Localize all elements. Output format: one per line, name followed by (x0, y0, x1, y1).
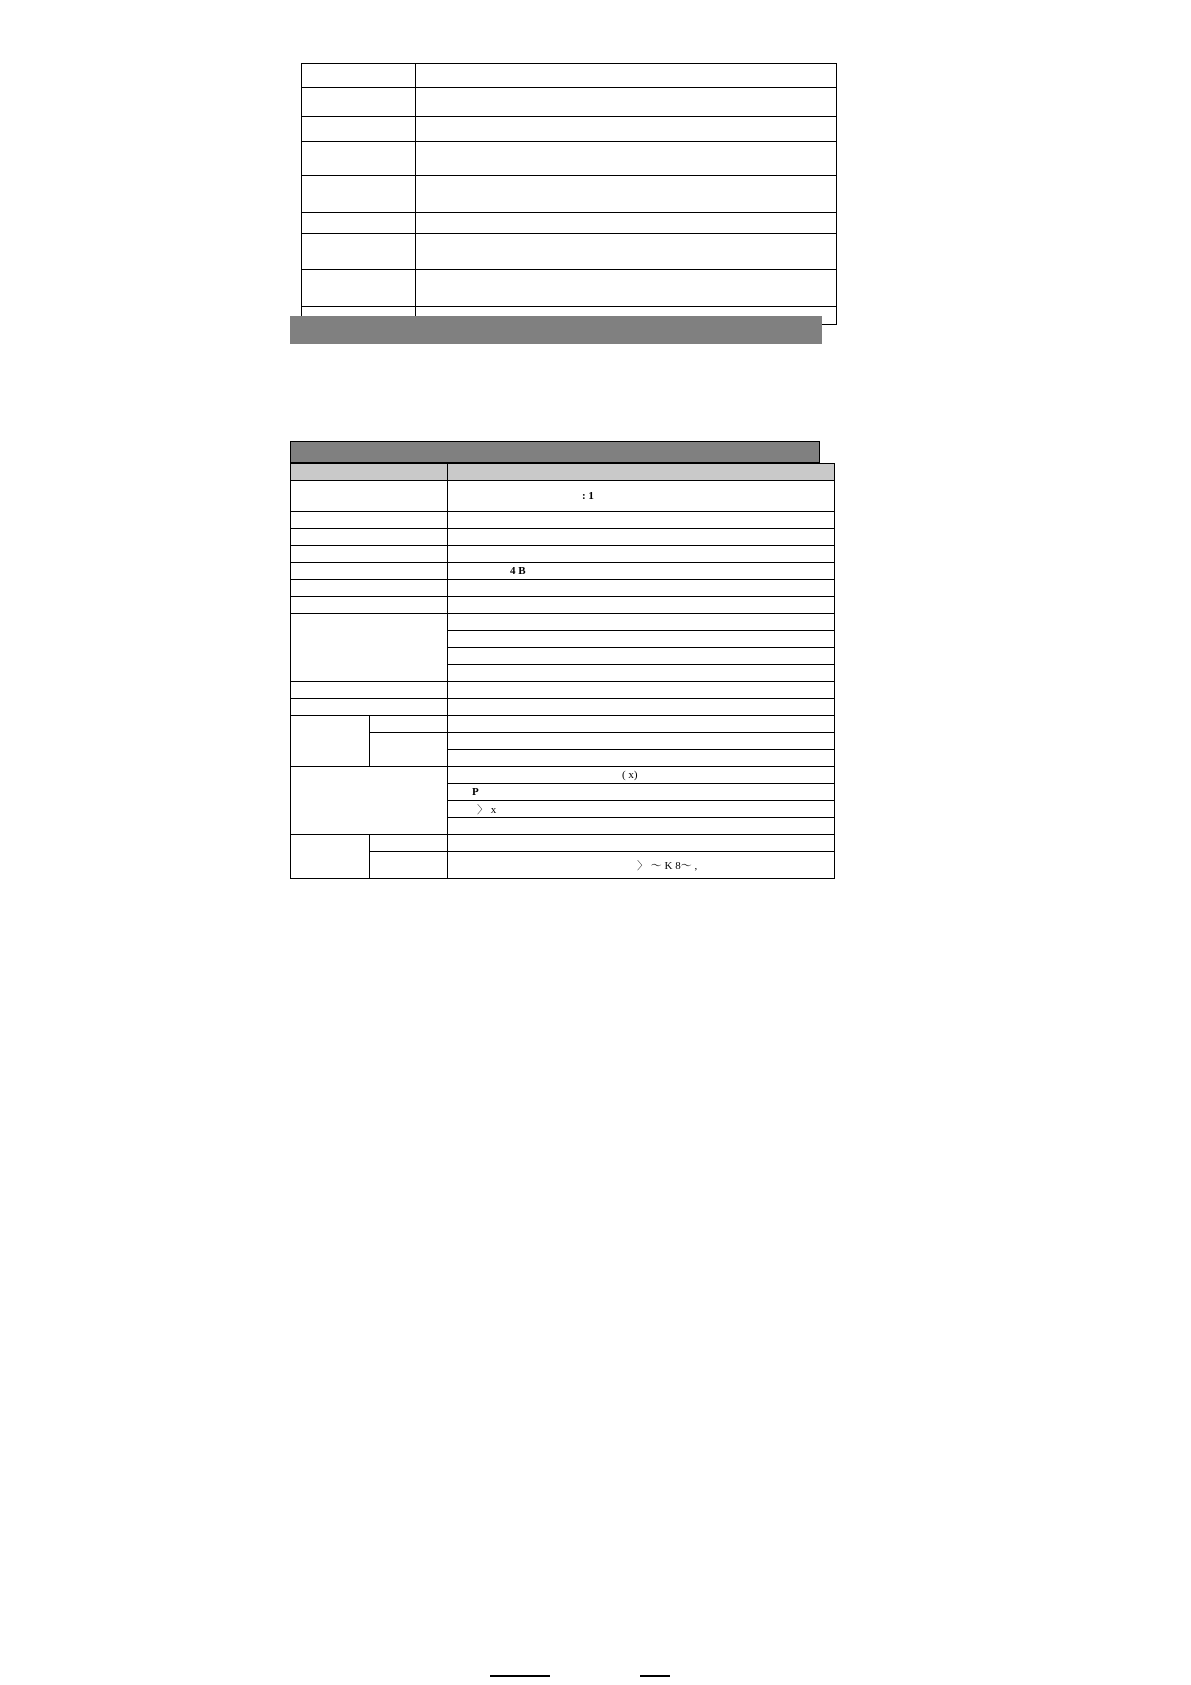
spec-row-value-text: 4 B (510, 565, 526, 577)
spec-row-value-text: P (472, 786, 479, 798)
top-table-label (302, 234, 416, 270)
footer-rule-left (490, 1675, 550, 1677)
spec-row-value (448, 733, 835, 750)
table-row (291, 852, 835, 879)
table-row (302, 176, 837, 213)
top-table-label (302, 88, 416, 117)
spec-row-label (291, 546, 448, 563)
spec-row-value (448, 699, 835, 716)
top-table-value (416, 64, 837, 88)
table-row (302, 234, 837, 270)
spec-row-value (448, 818, 835, 835)
spec-row-label (291, 580, 448, 597)
spec-row-value-text: : 1 (582, 490, 594, 502)
table-row (291, 597, 835, 614)
spec-row-value-text: ( x) (622, 769, 638, 781)
top-table-label (302, 176, 416, 213)
spec-row-label (291, 699, 448, 716)
table-row (291, 529, 835, 546)
spec-row-label (291, 529, 448, 546)
table-row (291, 512, 835, 529)
top-table-label (302, 117, 416, 142)
table-row (291, 563, 835, 580)
top-table-label (302, 64, 416, 88)
spec-row-label-merged (291, 614, 448, 682)
spec-row-value (448, 784, 835, 801)
top-table-value (416, 213, 837, 234)
spec-table-header-row (291, 464, 835, 481)
top-table-value (416, 234, 837, 270)
spec-sub-label (369, 835, 448, 852)
spec-group-label (291, 716, 370, 767)
table-row (291, 767, 835, 784)
spec-row-label (291, 563, 448, 580)
spec-group-label (291, 835, 370, 879)
top-table-value (416, 142, 837, 176)
spec-row-value (448, 580, 835, 597)
table-row (291, 733, 835, 750)
table-row (302, 117, 837, 142)
table-row (291, 716, 835, 733)
spec-row-value (448, 529, 835, 546)
spec-row-value (448, 835, 835, 852)
top-table-value (416, 117, 837, 142)
section-band-1 (290, 316, 822, 344)
top-table (301, 63, 837, 325)
spec-row-value (448, 665, 835, 682)
table-row (291, 614, 835, 631)
spec-table (290, 463, 835, 879)
table-row (291, 481, 835, 512)
spec-table-title-band (290, 441, 820, 463)
spec-row-value (448, 597, 835, 614)
spec-row-value (448, 767, 835, 784)
spec-row-label (291, 512, 448, 529)
table-row (302, 213, 837, 234)
table-row (291, 580, 835, 597)
spec-row-value-text: 〉 ～ K 8～ , (637, 860, 698, 872)
spec-table-wrapper (290, 441, 820, 879)
table-row (291, 835, 835, 852)
spec-row-label-merged (291, 767, 448, 835)
spec-row-label (291, 597, 448, 614)
spec-sub-label (369, 733, 448, 767)
table-row (302, 270, 837, 307)
footer-rule-right (640, 1675, 670, 1677)
top-table-label (302, 213, 416, 234)
spec-row-value (448, 614, 835, 631)
spec-row-value (448, 481, 835, 512)
table-row (302, 64, 837, 88)
table-row (291, 682, 835, 699)
spec-header-col2 (448, 464, 835, 481)
spec-sub-label (369, 852, 448, 879)
spec-row-value (448, 631, 835, 648)
top-table-label (302, 270, 416, 307)
table-row (291, 546, 835, 563)
spec-row-value (448, 801, 835, 818)
spec-header-col1 (291, 464, 448, 481)
spec-row-value (448, 563, 835, 580)
top-table-value (416, 176, 837, 213)
spec-row-value (448, 648, 835, 665)
top-table-label (302, 142, 416, 176)
spec-row-value (448, 716, 835, 733)
table-row (291, 699, 835, 716)
table-row (302, 142, 837, 176)
spec-row-value (448, 682, 835, 699)
spec-row-value (448, 750, 835, 767)
table-row (302, 88, 837, 117)
top-table-value (416, 88, 837, 117)
top-table-value (416, 270, 837, 307)
spec-row-value-text: 〉 x (477, 804, 497, 816)
spec-sub-label (369, 716, 448, 733)
spec-row-label (291, 481, 448, 512)
spec-row-value (448, 512, 835, 529)
spec-row-value (448, 546, 835, 563)
spec-row-label (291, 682, 448, 699)
spec-row-value (448, 852, 835, 879)
